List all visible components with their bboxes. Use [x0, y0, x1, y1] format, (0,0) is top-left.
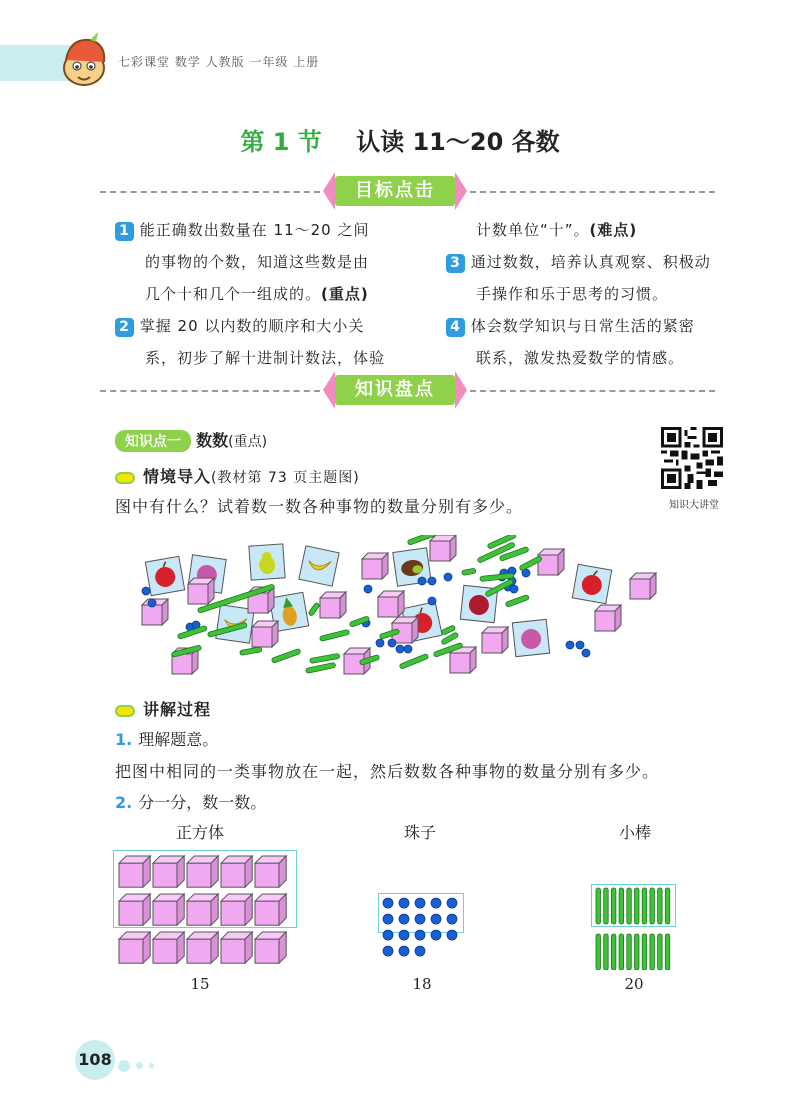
page-title	[0, 122, 800, 157]
mascot-icon	[50, 30, 120, 90]
cube-icon	[255, 932, 286, 963]
step-2: 2. 分一分，数一数。	[115, 793, 267, 812]
beads-group	[378, 893, 468, 963]
step-1: 1. 理解题意。	[115, 730, 219, 749]
bead-icon	[566, 641, 574, 649]
stick-icon	[399, 653, 429, 669]
bead-icon	[383, 946, 393, 956]
bead-icon	[418, 577, 426, 585]
cube-icon	[119, 894, 150, 925]
bead-icon	[396, 645, 404, 653]
stick-icon	[635, 888, 640, 924]
stick-icon	[635, 934, 640, 970]
group-label-cubes: 正方体	[175, 823, 224, 842]
page-dots	[118, 1055, 160, 1074]
stick-icon	[596, 888, 601, 924]
cube-icon	[450, 647, 476, 673]
knowledge-point-tag: 知识点一	[115, 430, 191, 452]
bead-icon	[447, 930, 457, 940]
bead-icon	[447, 898, 457, 908]
section-topic: 认读 11～20 各数	[356, 128, 560, 156]
stick-icon	[658, 934, 663, 970]
apple-card	[572, 564, 611, 603]
divider-right	[470, 191, 715, 193]
bead-icon	[431, 930, 441, 940]
apple-card	[145, 556, 184, 595]
divider-left-2	[100, 390, 320, 392]
cube-icon	[630, 573, 656, 599]
stick-icon	[240, 647, 263, 656]
stick-icon	[619, 888, 624, 924]
pill-icon	[115, 705, 135, 717]
bead-icon	[415, 898, 425, 908]
goal-4: 4 体会数学知识与日常生活的紧密 联系，激发热爱数学的情感。	[446, 310, 756, 374]
bead-icon	[444, 573, 452, 581]
bead-icon	[148, 599, 156, 607]
cube-icon	[153, 856, 184, 887]
pill-icon	[115, 472, 135, 484]
stick-icon	[505, 594, 529, 607]
stick-icon	[310, 653, 340, 663]
stick-icon	[611, 934, 616, 970]
stick-icon	[627, 934, 632, 970]
bead-icon	[376, 639, 384, 647]
bead-icon	[399, 914, 409, 924]
pear-card	[249, 544, 285, 580]
bead-icon	[431, 914, 441, 924]
divider-left	[100, 191, 320, 193]
stick-icon	[604, 888, 609, 924]
goal-number: 3	[446, 254, 465, 273]
goal-3: 3 通过数数，培养认真观察、积极动 手操作和乐于思考的习惯。	[446, 246, 756, 310]
bead-icon	[383, 914, 393, 924]
stick-icon	[665, 888, 670, 924]
stick-icon	[658, 888, 663, 924]
stick-icon	[650, 934, 655, 970]
bead-icon	[582, 649, 590, 657]
section-number: 第 1 节	[240, 128, 322, 156]
group-label-sticks: 小棒	[618, 823, 651, 842]
bead-icon	[383, 930, 393, 940]
peach-card	[512, 619, 549, 656]
divider-right-2	[470, 390, 715, 392]
cube-icon	[119, 856, 150, 887]
bead-icon	[428, 577, 436, 585]
count-sticks: 20	[624, 975, 644, 993]
bead-icon	[415, 946, 425, 956]
cube-icon	[595, 605, 621, 631]
cube-icon	[255, 856, 286, 887]
bead-icon	[415, 914, 425, 924]
header-text: 七彩课堂 数学 人教版 一年级 上册	[118, 55, 320, 69]
goal-2-continued: 计数单位“十”。(难点)	[476, 221, 638, 239]
cubes-group	[115, 852, 305, 964]
bead-icon	[510, 585, 518, 593]
bead-icon	[428, 597, 436, 605]
bead-icon	[404, 645, 412, 653]
stick-icon	[619, 934, 624, 970]
banner-knowledge: 知识盘点	[335, 375, 455, 405]
bead-icon	[415, 930, 425, 940]
stick-icon	[642, 934, 647, 970]
qr-code-icon	[661, 427, 723, 489]
cube-icon	[153, 894, 184, 925]
cube-icon	[482, 627, 508, 653]
cube-icon	[430, 535, 456, 561]
intro-heading: 情境导入(教材第 73 页主题图)	[115, 464, 360, 487]
cube-icon	[187, 856, 218, 887]
goal-number: 4	[446, 318, 465, 337]
intro-question: 图中有什么？试着数一数各种事物的数量分别有多少。	[115, 497, 524, 516]
qr-caption: 知识大讲堂	[669, 500, 719, 511]
count-cubes: 15	[190, 975, 210, 993]
cube-icon	[320, 592, 346, 618]
bead-icon	[399, 930, 409, 940]
goal-1: 1 能正确数出数量在 11～20 之间 的事物的个数，知道这些数是由 几个十和几个一组成的。(重点)	[115, 214, 415, 310]
stick-icon	[271, 648, 301, 663]
cube-icon	[252, 621, 278, 647]
cube-icon	[221, 856, 252, 887]
stick-icon	[665, 934, 670, 970]
bead-icon	[364, 585, 372, 593]
cube-icon	[119, 932, 150, 963]
bead-icon	[576, 641, 584, 649]
stick-icon	[604, 934, 609, 970]
cube-icon	[187, 894, 218, 925]
bead-icon	[447, 914, 457, 924]
explain-heading: 讲解过程	[115, 697, 211, 720]
goal-number: 2	[115, 318, 134, 337]
banner-goals: 目标点击	[335, 176, 455, 206]
cube-icon	[187, 932, 218, 963]
goal-2: 2 掌握 20 以内数的顺序和大小关 系，初步了解十进制计数法，体验	[115, 310, 415, 374]
stick-icon	[650, 888, 655, 924]
sticks-group	[591, 884, 677, 970]
cube-icon	[221, 932, 252, 963]
bead-icon	[142, 587, 150, 595]
goal-number: 1	[115, 222, 134, 241]
stick-icon	[308, 602, 320, 616]
stick-icon	[319, 629, 349, 641]
cube-icon	[153, 932, 184, 963]
cube-icon	[188, 578, 214, 604]
cube-icon	[538, 549, 564, 575]
stick-icon	[462, 568, 477, 575]
scene-illustration	[130, 535, 670, 680]
bead-icon	[388, 639, 396, 647]
knowledge-point-heading: 知识点一 数数(重点)	[115, 428, 267, 452]
stick-icon	[611, 888, 616, 924]
cube-icon	[378, 591, 404, 617]
stick-icon	[305, 662, 335, 673]
bead-icon	[383, 898, 393, 908]
group-label-beads: 珠子	[403, 823, 436, 842]
banana-card	[299, 546, 339, 586]
step-1-detail: 把图中相同的一类事物放在一起，然后数数各种事物的数量分别有多少。	[115, 762, 660, 781]
stick-icon	[596, 934, 601, 970]
stick-icon	[642, 888, 647, 924]
cube-icon	[362, 553, 388, 579]
bead-icon	[399, 946, 409, 956]
stick-icon	[627, 888, 632, 924]
cube-icon	[255, 894, 286, 925]
page-number: 108	[75, 1040, 115, 1080]
bead-icon	[399, 898, 409, 908]
count-beads: 18	[412, 975, 432, 993]
bead-icon	[431, 898, 441, 908]
cube-icon	[221, 894, 252, 925]
